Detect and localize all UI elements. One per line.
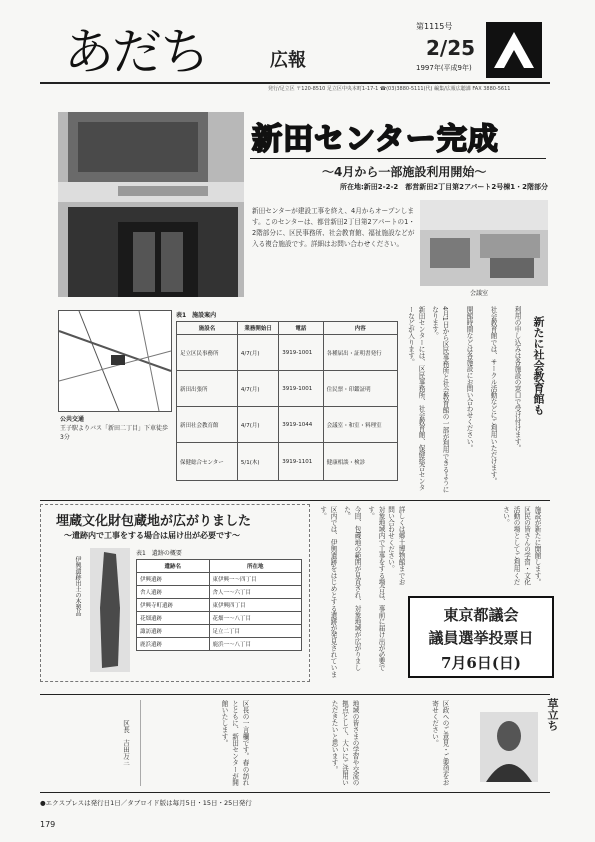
table-cell: 各種届出・証明書発行 (323, 335, 397, 371)
column-body: 地域の皆さまの学習や交流の拠点として、大いにご活用いただきたいと思います。 (330, 700, 359, 786)
table-row (177, 371, 398, 407)
center-building-photo (58, 112, 244, 297)
artifact-photo (90, 548, 130, 672)
article-location: 所在地:新田2-2-2 都営新田2丁目第2アパート2号棟1・2階部分 (340, 183, 549, 191)
election-line-2: 議員選挙投票日 (428, 629, 534, 647)
article-column: 社会教育館では、サークル活動などにご利用いただけます。 (489, 306, 497, 485)
column-author: 区長 吉田万三 (122, 720, 130, 766)
column-body: 区長の一言欄です。春の訪れとともに、新田センターが開館いたします。 (220, 700, 249, 786)
issue-date: 2/25 (426, 36, 476, 60)
article-headline: 新田センター完成 (252, 122, 499, 157)
table-row (137, 638, 302, 651)
facility-table-caption: 表1 施設案内 (176, 312, 217, 319)
table-cell: 会議室・和室・料理室 (323, 407, 397, 443)
article-subheadline: ～4月から一部施設利用開始～ (322, 165, 487, 179)
election-line-1: 東京都議会 (443, 606, 519, 624)
election-date: 7月6日(日) (440, 654, 522, 672)
table-cell: 4/7(月) (237, 371, 278, 407)
issue-year: 1997年(平成9年) (416, 64, 472, 72)
table-cell: 諏訪遺跡 (137, 625, 210, 638)
table-header: 業務開始日 (237, 322, 278, 335)
buried-column: 対象地域内で工事をする場合は、事前に届け出が必要です。 (366, 506, 385, 671)
election-notice (408, 596, 554, 678)
publisher-address: 発行/足立区 〒120-8510 足立区中央本町1-17-1 ☎(03)3880-5111(代) 編集/広報広聴課 FAX 3880-5611 (268, 86, 511, 92)
buried-subheading: ～遺跡内で工事をする場合は届け出が必要です～ (64, 531, 240, 540)
table-cell: 4/7(月) (237, 407, 278, 443)
meeting-room-caption: 会議室 (470, 290, 489, 297)
table-cell: 新田社会教育館 (177, 407, 238, 443)
facility-table-block (176, 310, 398, 481)
table-cell: 舎人一～六丁目 (209, 586, 301, 599)
logo-mark-icon (486, 22, 542, 78)
table-header: 電話 (279, 322, 323, 335)
table-row (137, 625, 302, 638)
table-cell: 4/7(月) (237, 335, 278, 371)
portrait-image (480, 712, 538, 782)
map-caption-text: 王子駅よりバス「新田二丁目」下車徒歩3分 (60, 425, 169, 441)
article-column: 新田センターには、区民事務所、社会教育館、保健総合センターなどが入ります。 (406, 306, 425, 491)
masthead-rule (40, 82, 550, 84)
table-cell: 伊興寺町遺跡 (137, 599, 210, 612)
table-cell: 新田出張所 (177, 371, 238, 407)
buried-column: 区内では、伊興遺跡をはじめとする遺跡が発見されています。 (318, 506, 337, 678)
table-row (177, 443, 398, 481)
table-cell: 花畑一～八丁目 (209, 612, 301, 625)
table-cell: 3919-1044 (279, 407, 323, 443)
headline-rule (250, 158, 546, 159)
table-row (137, 612, 302, 625)
table-header: 内容 (323, 322, 397, 335)
table-header-row (137, 560, 302, 573)
article-column: 4月1日から区民事務所と社会教育館の一部が利用できるようになります。 (430, 306, 449, 493)
sites-table (136, 559, 302, 651)
sidebar-text: 施設が新たに開館します。区民の皆さんの学習・文化活動の場としてご利用ください。 (501, 506, 541, 586)
table-cell: 保健総合センター (177, 443, 238, 481)
table-header: 施設名 (177, 322, 238, 335)
footer-note: ●エクスプレスは発行日1日／タブロイド版は毎月5日・15日・25日発行 (40, 799, 252, 807)
table-row (177, 335, 398, 371)
artifact-caption: 伊興遺跡出土の木製品 (74, 556, 81, 616)
table-cell: 伊興遺跡 (137, 573, 210, 586)
meeting-room-image (420, 200, 548, 286)
table-cell: 5/1(木) (237, 443, 278, 481)
location-map (58, 310, 172, 412)
masthead-title: あだち (64, 23, 208, 81)
building-image (58, 112, 244, 297)
table-cell: 鹿浜一～八丁目 (209, 638, 301, 651)
table-cell: 住民票・印鑑証明 (323, 371, 397, 407)
column-left-block (40, 700, 141, 786)
article-column: 利用の申し込みは各施設の窓口で受け付けます。 (513, 306, 521, 452)
sites-table-block (136, 548, 302, 651)
facility-table (176, 321, 398, 481)
author-portrait (480, 712, 538, 782)
table-cell: 3919-1001 (279, 335, 323, 371)
table-cell: 足立区民事務所 (177, 335, 238, 371)
map-caption-title: 公共交通 (60, 416, 85, 423)
artifact-image (90, 548, 130, 672)
table-cell: 東伊興四丁目 (209, 599, 301, 612)
table-row (137, 586, 302, 599)
page-number: 179 (40, 820, 56, 829)
article-lead: 新田センターが建設工事を終え、4月からオープンします。このセンターは、都営新田2丁目第2アパートの1・2階部分に、区民事務所、社会教育館、福祉施設などが入る複合施設です。詳細はお問い合わせください。 (252, 207, 415, 248)
table-row (137, 599, 302, 612)
column-title: 草立ち (546, 698, 559, 731)
table-cell: 足立二丁目 (209, 625, 301, 638)
table-cell: 健康相談・検診 (323, 443, 397, 481)
masthead-subtitle: 広報 (270, 50, 306, 71)
table-row (177, 407, 398, 443)
table-cell: 3919-1001 (279, 371, 323, 407)
table-header: 所在地 (209, 560, 301, 573)
buried-column: 今回、包蔵地の範囲が見直され、対象地域が広がりました。 (342, 506, 361, 671)
column-body: 区政へのご意見・ご要望をお寄せください。 (430, 700, 449, 786)
adachi-logo (486, 22, 542, 78)
table-header-row (177, 322, 398, 335)
table-cell: 東伊興一～四丁目 (209, 573, 301, 586)
table-row (137, 573, 302, 586)
column-divider (40, 694, 550, 695)
table-header: 遺跡名 (137, 560, 210, 573)
table-cell: 3919-1101 (279, 443, 323, 481)
table-cell: 鹿浜遺跡 (137, 638, 210, 651)
section-divider (40, 500, 550, 501)
buried-heading: 埋蔵文化財包蔵地が広がりました (56, 514, 252, 529)
sidebar-heading: 新たに社会教育館も (532, 316, 545, 415)
footer-rule (40, 792, 550, 793)
table-cell: 舎人遺跡 (137, 586, 210, 599)
buried-column: 詳しくは郷土博物館までお問い合わせください。 (386, 506, 405, 586)
meeting-room-photo (420, 200, 548, 286)
issue-number: 第1115号 (416, 22, 453, 31)
sites-table-caption: 表1 遺跡の概要 (136, 550, 182, 557)
article-column: 開館時間などは各施設にお問い合わせください。 (465, 306, 473, 452)
map-image (59, 311, 171, 411)
table-cell: 花畑遺跡 (137, 612, 210, 625)
